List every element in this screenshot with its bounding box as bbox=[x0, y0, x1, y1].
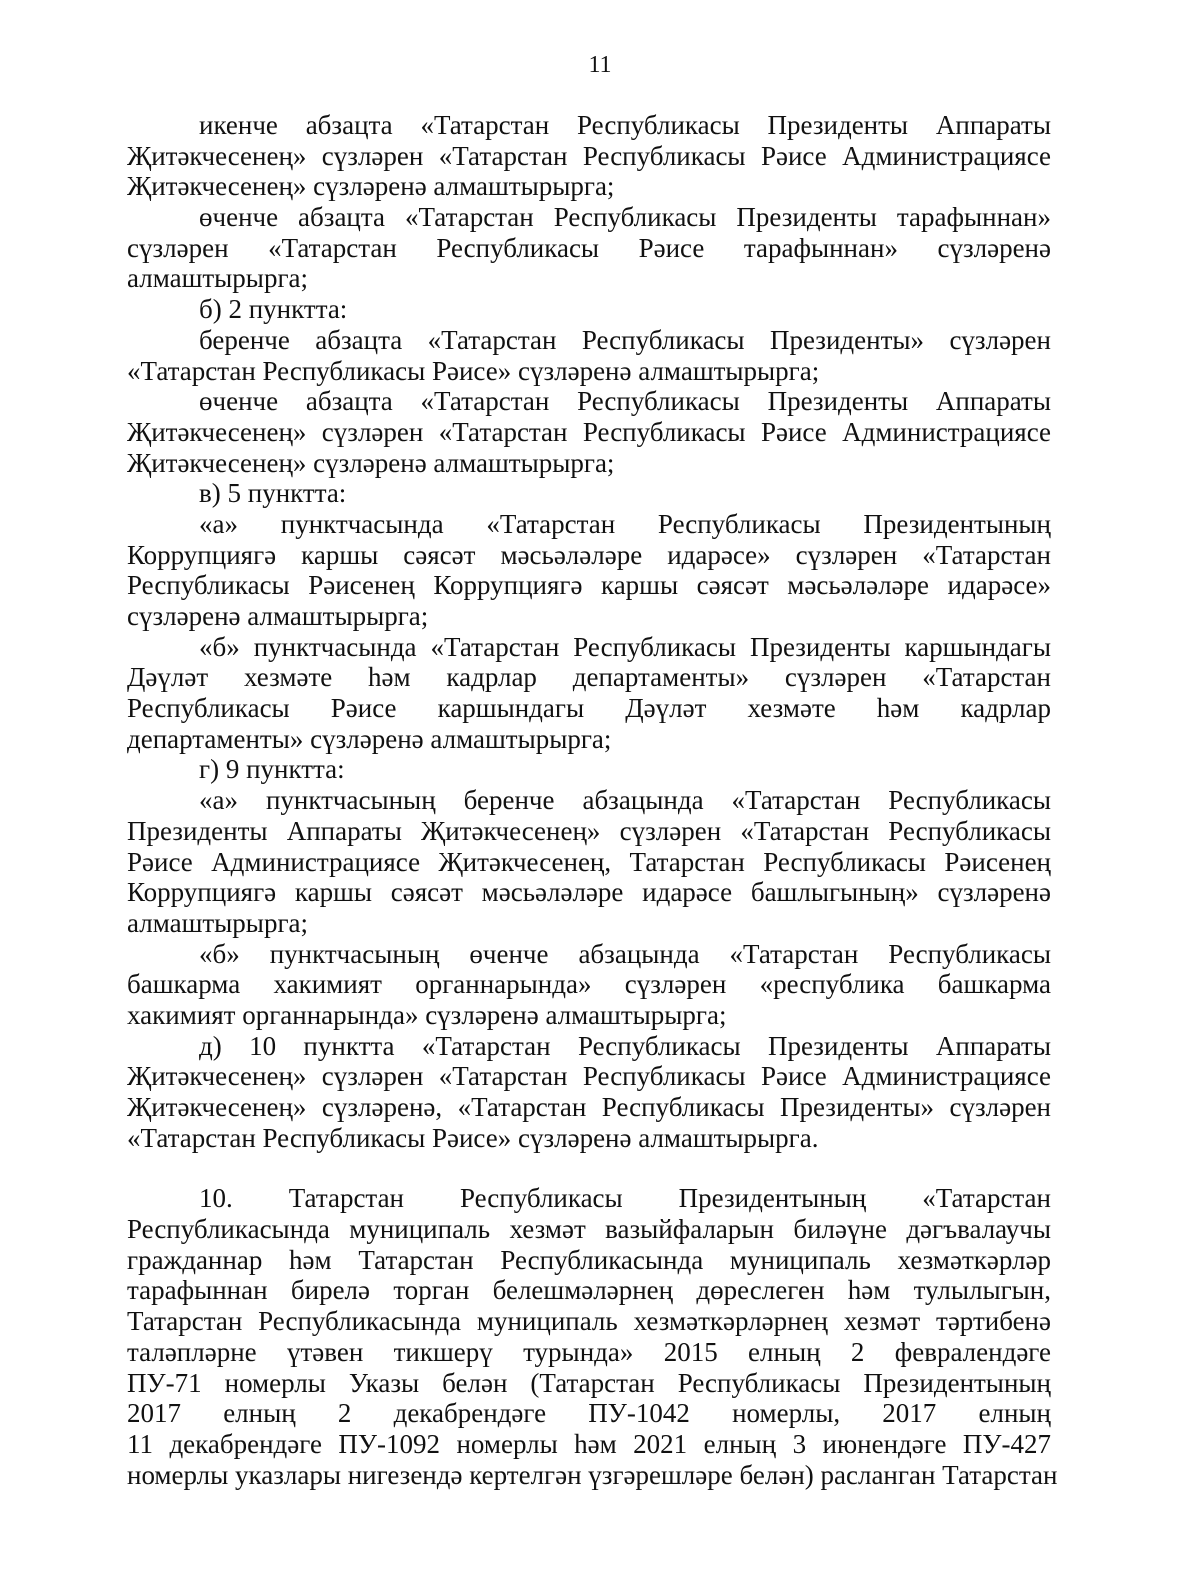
text-line: икенче абзацта «Татарстан Республикасы Президенты Аппараты bbox=[199, 110, 1051, 140]
text-line: б) 2 пунктта: bbox=[199, 294, 348, 325]
text-line: Республикасы Рәисе каршындагы Дәүләт хезмәте һәм кадрлар bbox=[127, 693, 1051, 724]
text-line: өченче абзацта «Татарстан Республикасы Президенты тарафыннан» bbox=[199, 202, 1051, 233]
text-line: Республикасында муниципаль хезмәт вазыйфаларын биләүне дәгъвалаучы bbox=[127, 1214, 1051, 1245]
text-line: алмаштырырга; bbox=[127, 263, 309, 294]
text-line: өченче абзацта «Татарстан Республикасы Президенты Аппараты bbox=[199, 386, 1051, 417]
text-line: в) 5 пунктта: bbox=[199, 478, 347, 509]
text-line: Коррупциягә каршы сәясәт мәсьәләләре идарәсе» сүзләрен «Татарстан bbox=[127, 539, 1051, 570]
text-line: алмаштырырга; bbox=[127, 907, 309, 938]
text-line: номерлы указлары нигезендә кертелгән үзгәрешләре белән) расланган Татарстан bbox=[127, 1459, 1058, 1490]
document-body bbox=[127, 110, 1058, 1490]
text-line: Җитәкчесенең» сүзләрен «Татарстан Республикасы Рәисе Администрациясе bbox=[127, 140, 1051, 171]
text-line: г) 9 пунктта: bbox=[199, 754, 345, 785]
text-line: д) 10 пунктта «Татарстан Республикасы Президенты Аппараты bbox=[199, 1030, 1051, 1061]
text-line: тарафыннан бирелә торган белешмәләрнең дөреслеген һәм тулылыгын, bbox=[127, 1275, 1051, 1306]
text-line: башкарма хакимият органнарында» сүзләрен «республика башкарма bbox=[127, 969, 1051, 1000]
text-line: сүзләренә алмаштырырга; bbox=[127, 601, 429, 631]
text-line: «Татарстан Республикасы Рәисе» сүзләренә алмаштырырга. bbox=[127, 1122, 819, 1153]
text-line: 11 декабрендәге ПУ-1092 номерлы һәм 2021 елның 3 июнендәге ПУ-427 bbox=[127, 1428, 1051, 1459]
text-line: Җитәкчесенең» сүзләренә, «Татарстан Республикасы Президенты» сүзләрен bbox=[127, 1092, 1051, 1122]
text-line: 10. Татарстан Республикасы Президентының «Татарстан bbox=[199, 1183, 1051, 1214]
text-line: «Татарстан Республикасы Рәисе» сүзләренә алмаштырырга; bbox=[127, 355, 820, 386]
text-line: таләпләрне үтәвен тикшерү турында» 2015 елның 2 февралендәге bbox=[127, 1336, 1051, 1367]
text-line: сүзләрен «Татарстан Республикасы Рәисе тарафыннан» сүзләренә bbox=[127, 232, 1051, 263]
text-line: «б» пунктчасында «Татарстан Республикасы Президенты каршындагы bbox=[199, 631, 1051, 662]
text-line: Коррупциягә каршы сәясәт мәсьәләләре идарәсе башлыгының» сүзләренә bbox=[127, 877, 1051, 908]
text-line: департаменты» сүзләренә алмаштырырга; bbox=[127, 723, 612, 754]
paragraph-gap bbox=[127, 1153, 1051, 1183]
text-line: Дәүләт хезмәте һәм кадрлар департаменты» сүзләрен «Татарстан bbox=[127, 662, 1051, 693]
text-line: «а» пунктчасында «Татарстан Республикасы Президентының bbox=[199, 508, 1051, 539]
text-line: 2017 елның 2 декабрендәге ПУ-1042 номерлы, 2017 елның bbox=[127, 1398, 1051, 1429]
text-line: Җитәкчесенең» сүзләренә алмаштырырга; bbox=[127, 447, 615, 478]
text-line: хакимият органнарында» сүзләренә алмаштырырга; bbox=[127, 999, 727, 1030]
text-line: Җитәкчесенең» сүзләренә алмаштырырга; bbox=[127, 171, 615, 202]
text-line: Татарстан Республикасында муниципаль хезмәткәрләрнең хезмәт тәртибенә bbox=[127, 1306, 1051, 1337]
text-line: Җитәкчесенең» сүзләрен «Татарстан Республикасы Рәисе Администрациясе bbox=[127, 1061, 1051, 1092]
text-line: Җитәкчесенең» сүзләрен «Татарстан Республикасы Рәисе Администрациясе bbox=[127, 416, 1051, 447]
text-line: Рәисе Администрациясе Җитәкчесенең, Татарстан Республикасы Рәисенең bbox=[127, 846, 1051, 877]
text-line: Президенты Аппараты Җитәкчесенең» сүзләрен «Татарстан Республикасы bbox=[127, 815, 1051, 846]
text-line: гражданнар һәм Татарстан Республикасында муниципаль хезмәткәрләр bbox=[127, 1244, 1051, 1275]
text-line: «б» пунктчасының өченче абзацында «Татарстан Республикасы bbox=[199, 938, 1051, 969]
text-line: «а» пунктчасының беренче абзацында «Татарстан Республикасы bbox=[199, 785, 1051, 816]
text-line: ПУ-71 номерлы Указы белән (Татарстан Республикасы Президентының bbox=[127, 1367, 1051, 1398]
page-number: 11 bbox=[588, 52, 612, 78]
text-line: Республикасы Рәисенең Коррупциягә каршы сәясәт мәсьәләләре идарәсе» bbox=[127, 570, 1051, 601]
text-line: беренче абзацта «Татарстан Республикасы Президенты» сүзләрен bbox=[199, 324, 1051, 355]
